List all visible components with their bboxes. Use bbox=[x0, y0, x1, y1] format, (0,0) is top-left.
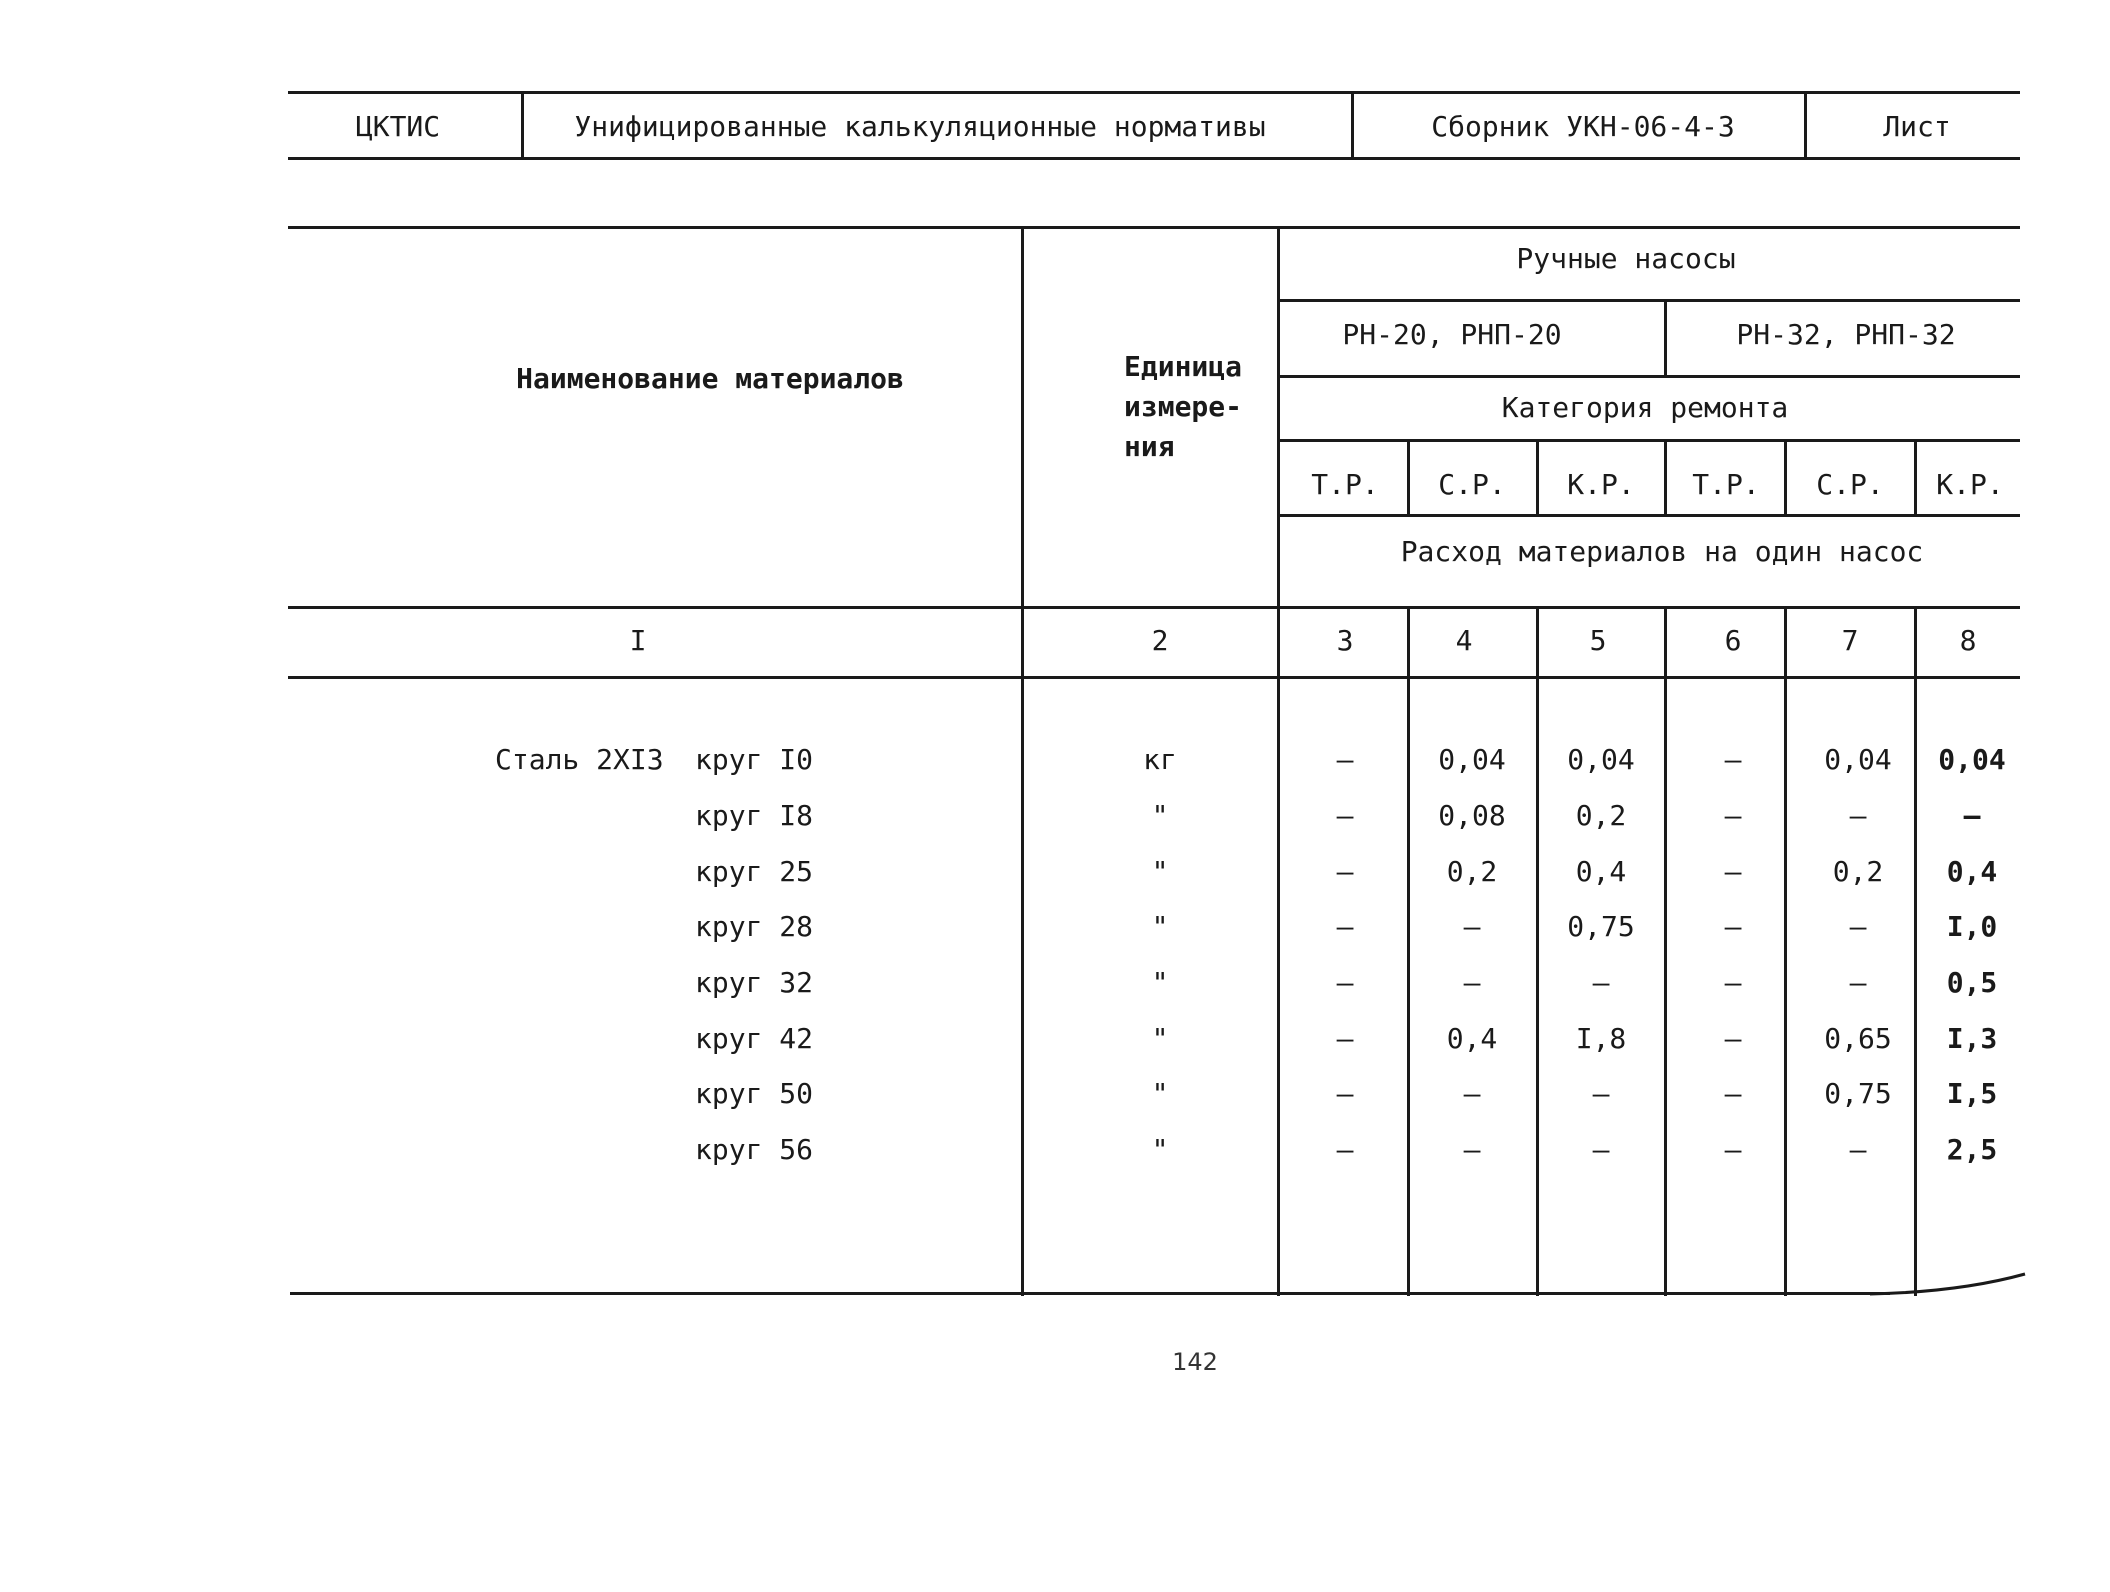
column-divider bbox=[1277, 226, 1280, 1296]
unit-cell: " bbox=[1151, 855, 1169, 888]
table-rule bbox=[1277, 514, 2020, 517]
col-unit-header-line: ния bbox=[1124, 430, 1175, 463]
material-name: круг 32 bbox=[695, 966, 814, 999]
value-cell: – bbox=[1963, 799, 1981, 832]
value-cell: 0,4 bbox=[1575, 855, 1627, 888]
value-cell: – bbox=[1724, 966, 1742, 999]
value-cell: 0,4 bbox=[1946, 855, 1998, 888]
repair-category: К.Р. bbox=[1936, 468, 2004, 501]
pump-group-header: РН-20, РНП-20 bbox=[1342, 318, 1562, 351]
value-cell: – bbox=[1724, 743, 1742, 776]
column-number: 6 bbox=[1724, 624, 1742, 657]
header-divider bbox=[1804, 91, 1807, 160]
column-number: 2 bbox=[1151, 624, 1169, 657]
column-divider bbox=[1914, 606, 1917, 1296]
table-bottom-rule bbox=[290, 1292, 1890, 1295]
table-rule bbox=[1277, 299, 2020, 302]
value-cell: – bbox=[1336, 743, 1354, 776]
column-number: 5 bbox=[1589, 624, 1607, 657]
header-collection: Сборник УКН-06-4-3 bbox=[1431, 110, 1735, 143]
repair-category: С.Р. bbox=[1438, 468, 1506, 501]
unit-cell: " bbox=[1151, 966, 1169, 999]
col-unit-header-line: Единица bbox=[1124, 350, 1243, 383]
col-unit-header-line: измере- bbox=[1124, 390, 1243, 423]
value-cell: I,0 bbox=[1946, 910, 1998, 943]
value-cell: – bbox=[1463, 910, 1481, 943]
value-cell: 0,2 bbox=[1446, 855, 1498, 888]
header-divider bbox=[1351, 91, 1354, 160]
column-divider bbox=[1664, 606, 1667, 1296]
header-bottom-rule bbox=[288, 157, 2020, 160]
material-name: круг 56 bbox=[695, 1133, 814, 1166]
repair-category: К.Р. bbox=[1567, 468, 1635, 501]
value-cell: – bbox=[1592, 1077, 1610, 1110]
material-name: круг I0 bbox=[695, 743, 814, 776]
value-cell: – bbox=[1463, 1077, 1481, 1110]
material-prefix: Сталь 2XI3 bbox=[495, 743, 664, 776]
unit-cell: " bbox=[1151, 1077, 1169, 1110]
value-cell: – bbox=[1849, 1133, 1867, 1166]
value-cell: – bbox=[1849, 910, 1867, 943]
value-cell: – bbox=[1724, 855, 1742, 888]
value-cell: – bbox=[1724, 1133, 1742, 1166]
column-divider bbox=[1536, 439, 1539, 517]
value-cell: – bbox=[1724, 1077, 1742, 1110]
column-divider bbox=[1664, 439, 1667, 517]
header-divider bbox=[521, 91, 524, 160]
unit-cell: " bbox=[1151, 1133, 1169, 1166]
value-cell: 0,04 bbox=[1938, 743, 2006, 776]
value-cell: 0,04 bbox=[1824, 743, 1892, 776]
value-cell: – bbox=[1724, 1022, 1742, 1055]
value-cell: 0,08 bbox=[1438, 799, 1506, 832]
column-divider bbox=[1407, 606, 1410, 1296]
page-number: 142 bbox=[1172, 1348, 1218, 1376]
table-top-rule bbox=[288, 226, 2020, 229]
consumption-header: Расход материалов на один насос bbox=[1400, 535, 1924, 568]
column-number: 7 bbox=[1841, 624, 1859, 657]
value-cell: – bbox=[1724, 910, 1742, 943]
table-bottom-rule-curve bbox=[1870, 1270, 2030, 1300]
value-cell: I,5 bbox=[1946, 1077, 1998, 1110]
column-divider bbox=[1784, 606, 1787, 1296]
header-org: ЦКТИС bbox=[355, 110, 441, 143]
value-cell: 0,5 bbox=[1946, 966, 1998, 999]
column-number: I bbox=[629, 624, 647, 657]
value-cell: – bbox=[1336, 855, 1354, 888]
table-rule bbox=[1277, 375, 2020, 378]
value-cell: – bbox=[1463, 966, 1481, 999]
pump-group-header: РН-32, РНП-32 bbox=[1736, 318, 1956, 351]
value-cell: – bbox=[1463, 1133, 1481, 1166]
value-cell: – bbox=[1336, 1077, 1354, 1110]
value-cell: 0,04 bbox=[1567, 743, 1635, 776]
value-cell: – bbox=[1592, 1133, 1610, 1166]
column-divider bbox=[1784, 439, 1787, 517]
header-top-rule bbox=[288, 91, 2020, 94]
header-title: Унифицированные калькуляционные нормативы bbox=[574, 110, 1266, 143]
value-cell: – bbox=[1336, 1022, 1354, 1055]
material-name: круг 25 bbox=[695, 855, 814, 888]
table-rule bbox=[1277, 439, 2020, 442]
value-cell: 2,5 bbox=[1946, 1133, 1998, 1166]
value-cell: – bbox=[1336, 799, 1354, 832]
value-cell: 0,2 bbox=[1575, 799, 1627, 832]
column-divider bbox=[1536, 606, 1539, 1296]
value-cell: 0,04 bbox=[1438, 743, 1506, 776]
value-cell: – bbox=[1592, 966, 1610, 999]
value-cell: – bbox=[1336, 966, 1354, 999]
value-cell: – bbox=[1724, 799, 1742, 832]
value-cell: 0,75 bbox=[1567, 910, 1635, 943]
unit-cell: " bbox=[1151, 910, 1169, 943]
column-divider bbox=[1021, 226, 1024, 1296]
unit-cell: " bbox=[1151, 799, 1169, 832]
value-cell: 0,4 bbox=[1446, 1022, 1498, 1055]
value-cell: – bbox=[1336, 1133, 1354, 1166]
column-number: 8 bbox=[1959, 624, 1977, 657]
value-cell: I,8 bbox=[1575, 1022, 1627, 1055]
column-number: 4 bbox=[1455, 624, 1473, 657]
material-name: круг 42 bbox=[695, 1022, 814, 1055]
material-name: круг 28 bbox=[695, 910, 814, 943]
category-header: Категория ремонта bbox=[1501, 391, 1789, 424]
col-material-name-header: Наименование материалов bbox=[516, 362, 904, 395]
value-cell: I,3 bbox=[1946, 1022, 1998, 1055]
column-divider bbox=[1914, 439, 1917, 517]
unit-cell: " bbox=[1151, 1022, 1169, 1055]
column-numbers-bottom-rule bbox=[288, 676, 2020, 679]
value-cell: – bbox=[1849, 799, 1867, 832]
value-cell: 0,2 bbox=[1832, 855, 1884, 888]
repair-category: Т.Р. bbox=[1311, 468, 1379, 501]
repair-category: Т.Р. bbox=[1692, 468, 1760, 501]
value-cell: – bbox=[1849, 966, 1867, 999]
value-cell: 0,65 bbox=[1824, 1022, 1892, 1055]
column-divider bbox=[1664, 299, 1667, 377]
unit-cell: кг bbox=[1143, 743, 1177, 776]
header-sheet: Лист bbox=[1883, 110, 1951, 143]
material-name: круг 50 bbox=[695, 1077, 814, 1110]
group-header: Ручные насосы bbox=[1516, 242, 1736, 275]
column-numbers-top-rule bbox=[288, 606, 2020, 609]
repair-category: С.Р. bbox=[1816, 468, 1884, 501]
material-name: круг I8 bbox=[695, 799, 814, 832]
column-number: 3 bbox=[1336, 624, 1354, 657]
value-cell: 0,75 bbox=[1824, 1077, 1892, 1110]
column-divider bbox=[1407, 439, 1410, 517]
value-cell: – bbox=[1336, 910, 1354, 943]
